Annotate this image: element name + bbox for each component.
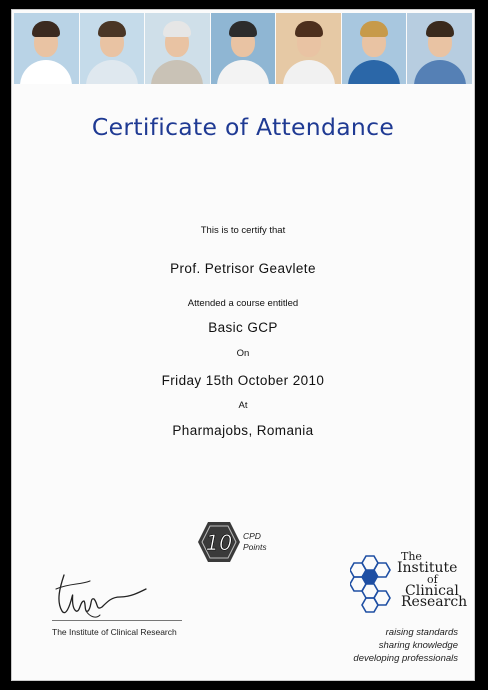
- photo-banner: [14, 13, 472, 84]
- cpd-number: 10: [205, 531, 233, 555]
- signature-line: [52, 620, 182, 621]
- icr-tagline: [353, 626, 458, 665]
- person-body-shape: [86, 60, 138, 84]
- signature-image: [50, 567, 170, 627]
- on-text: On: [236, 348, 250, 359]
- tagline-line1: raising standards: [385, 627, 458, 638]
- banner-photo-woman-laughing: [14, 13, 79, 84]
- person-hair-shape: [163, 21, 191, 37]
- cpd-points-badge: [197, 520, 267, 562]
- banner-photo-male-doctor: [80, 13, 145, 84]
- person-hair-shape: [229, 21, 257, 37]
- person-hair-shape: [360, 21, 388, 37]
- person-body-shape: [414, 60, 466, 84]
- logo-line-of: of: [427, 573, 438, 586]
- signature-caption: The Institute of Clinical Research: [52, 627, 177, 637]
- course-title: Basic GCP: [208, 320, 278, 335]
- logo-line-research: Research: [401, 594, 468, 610]
- cpd-hexagon-icon: [197, 520, 241, 564]
- cpd-label-line1: CPD: [243, 531, 261, 541]
- person-body-shape: [217, 60, 269, 84]
- logo-line-clinical: Clinical: [405, 582, 459, 599]
- person-body-shape: [348, 60, 400, 84]
- certificate-title: Certificate of Attendance: [91, 113, 395, 141]
- cpd-label-line2: Points: [243, 542, 267, 552]
- logo-line-the: The: [401, 550, 422, 563]
- person-hair-shape: [98, 21, 126, 37]
- person-body-shape: [20, 60, 72, 84]
- banner-photo-lab-technician: [276, 13, 341, 84]
- recipient-name: Prof. Petrisor Geavlete: [170, 261, 316, 276]
- banner-photo-scientist: [211, 13, 276, 84]
- attended-text: Attended a course entitled: [187, 298, 299, 309]
- course-date: Friday 15th October 2010: [161, 373, 325, 388]
- person-hair-shape: [295, 21, 323, 37]
- certify-text: This is to certify that: [200, 225, 286, 236]
- logo-line-institute: Institute: [397, 559, 458, 576]
- certificate-page: [11, 9, 475, 681]
- tagline-line2: sharing knowledge: [378, 640, 458, 651]
- course-location: Pharmajobs, Romania: [172, 423, 314, 438]
- banner-photo-woman-thinking: [342, 13, 407, 84]
- person-body-shape: [151, 60, 203, 84]
- icr-logo-text: [397, 551, 475, 609]
- cpd-label: [243, 531, 267, 553]
- person-body-shape: [283, 60, 335, 84]
- banner-photo-elderly-woman: [145, 13, 210, 84]
- at-text: At: [238, 400, 248, 411]
- banner-photo-man-smiling: [407, 13, 472, 84]
- tagline-line3: developing professionals: [353, 653, 458, 664]
- person-hair-shape: [32, 21, 60, 37]
- person-hair-shape: [426, 21, 454, 37]
